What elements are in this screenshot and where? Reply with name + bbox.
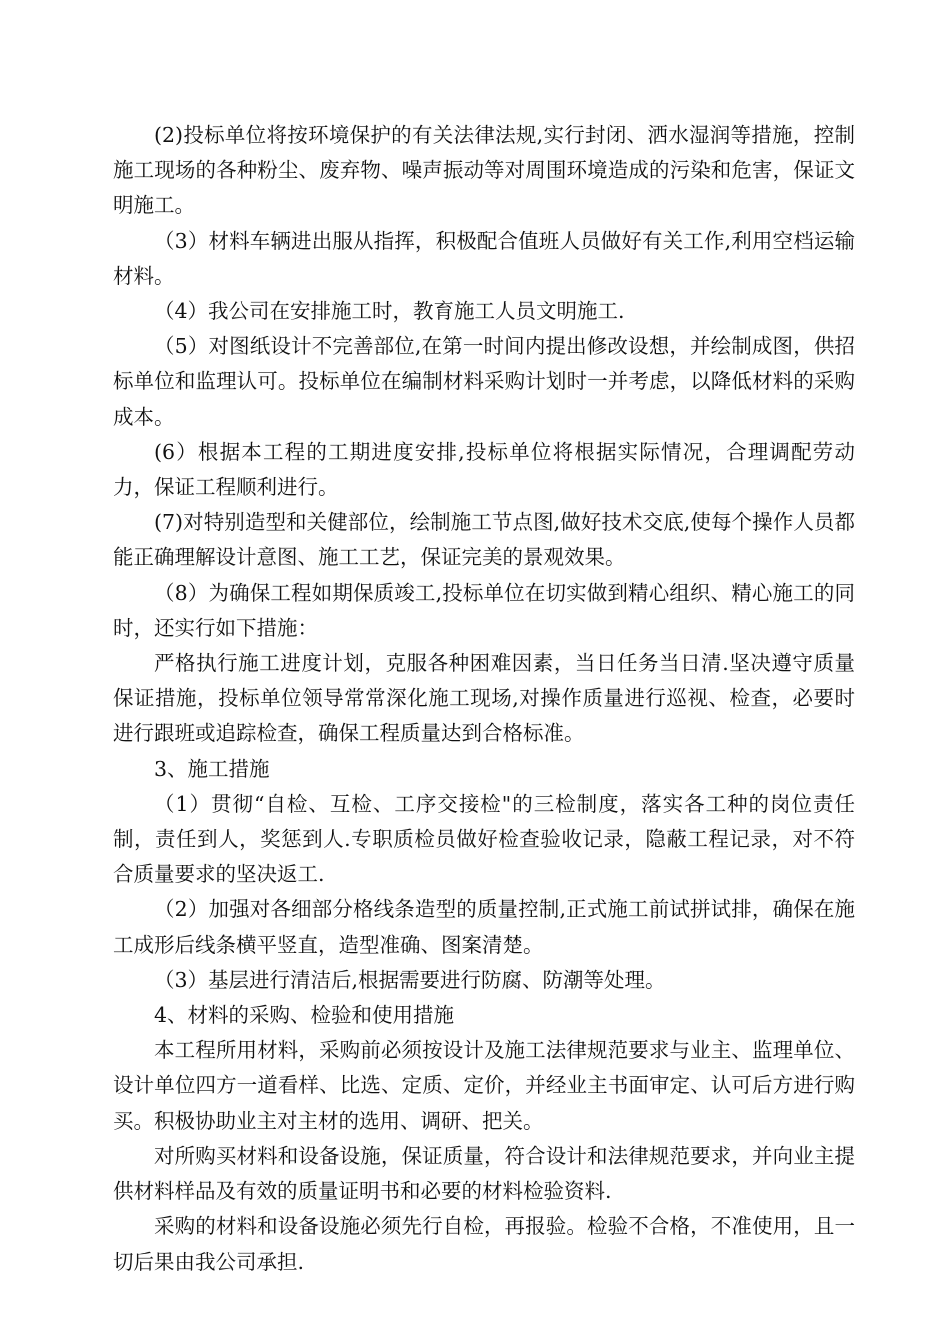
- paragraph-material-procurement: 本工程所用材料，采购前必须按设计及施工法律规范要求与业主、监理单位、设计单位四方一道看样、比选、定质、定价，并经业主书面审定、认可后方进行购买。积极协助业主对主材的选用、调研、把关。: [113, 1038, 855, 1133]
- paragraph-material-inspection: 采购的材料和设备设施必须先行自检，再报验。检验不合格，不准使用，且一切后果由我公司承担.: [113, 1214, 855, 1274]
- paragraph-quality-control: （2）加强对各细部分格线条造型的质量控制,正式施工前试拼试排，确保在施工成形后线条横平竖直，造型准确、图案清楚。: [113, 897, 855, 957]
- paragraph-material-quality: 对所购买材料和设备设施，保证质量，符合设计和法律规范要求，并向业主提供材料样品及有效的质量证明书和必要的材料检验资料.: [113, 1143, 855, 1204]
- section-heading-materials: 4、材料的采购、检验和使用措施: [154, 1003, 455, 1028]
- paragraph-schedule-measures: （8）为确保工程如期保质竣工,投标单位在切实做到精心组织、精心施工的同时，还实行如下措施：: [113, 580, 855, 640]
- section-heading-construction-measures: 3、施工措施: [154, 756, 270, 781]
- paragraph-material-vehicles: （3）材料车辆进出服从指挥，积极配合值班人员做好有关工作,利用空档运输材料。: [113, 228, 855, 288]
- paragraph-technical-disclosure: (7)对特别造型和关健部位，绘制施工节点图,做好技术交底,使每个操作人员都能正确理解设计意图、施工工艺，保证完美的景观效果。: [113, 510, 855, 570]
- paragraph-three-checks: （1）贯彻“自检、互检、工序交接检"的三检制度，落实各工种的岗位责任制，责任到人，奖惩到人.专职质检员做好检查验收记录，隐蔽工程记录，对不符合质量要求的坚决返工.: [113, 791, 855, 887]
- paragraph-base-treatment: （3）基层进行清洁后,根据需要进行防腐、防潮等处理。: [154, 967, 666, 992]
- paragraph-civilized-construction: （4）我公司在安排施工时，教育施工人员文明施工.: [154, 299, 625, 324]
- document-body: [113, 118, 855, 1280]
- paragraph-labor-allocation: (6）根据本工程的工期进度安排,投标单位将根据实际情况，合理调配劳动力，保证工程顺利进行。: [113, 439, 855, 500]
- paragraph-env-protection: (2)投标单位将按环境保护的有关法律法规,实行封闭、洒水湿润等措施，控制施工现场的各种粉尘、废弃物、噪声振动等对周围环境造成的污染和危害，保证文明施工。: [113, 123, 855, 218]
- paragraph-drawing-improvement: （5）对图纸设计不完善部位,在第一时间内提出修改设想，并绘制成图，供招标单位和监理认可。投标单位在编制材料采购计划时一并考虑，以降低材料的采购成本。: [113, 334, 855, 429]
- paragraph-progress-plan: 严格执行施工进度计划，克服各种困难因素，当日任务当日清.坚决遵守质量保证措施，投标单位领导常常深化施工现场,对操作质量进行巡视、检查，必要时进行跟班或追踪检查，确保工程质量达到合格标准。: [113, 651, 855, 746]
